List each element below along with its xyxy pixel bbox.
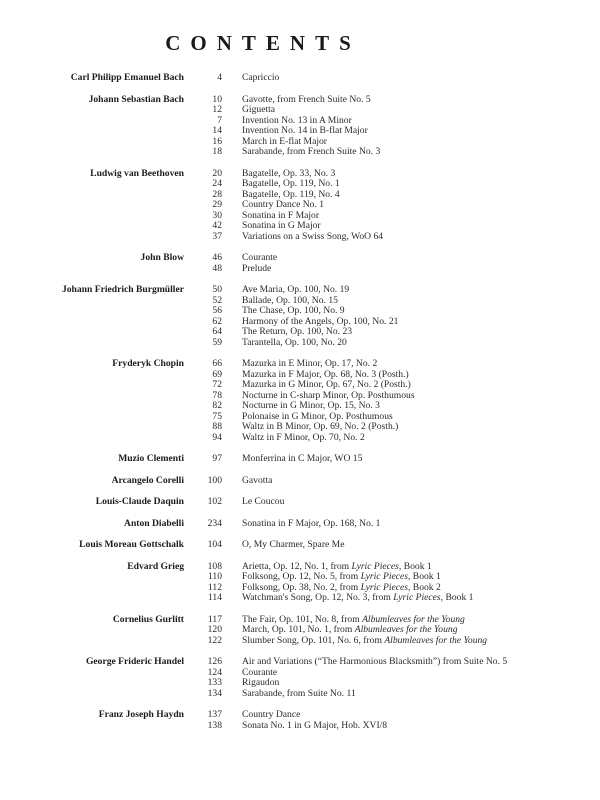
page-number: 124 [207,666,222,678]
piece-title-text: Bagatelle, Op. 119, No. 1 [242,178,340,189]
composer-name [0,401,184,412]
piece-title-text: Folksong, Op. 38, No. 2, from [242,581,361,593]
composer-name [0,147,184,158]
piece-title [222,593,473,604]
piece-title-text: Nocturne in C-sharp Minor, Op. Posthumous [242,389,415,401]
composer-group [0,476,600,487]
piece-title-text: Mazurka in G Minor, Op. 67, No. 2 (Posth.) [242,379,411,390]
piece-title-text: O, My Charmer, Spare Me [242,539,345,550]
composer-name [0,306,184,317]
page-number: 134 [207,687,222,699]
piece-title [222,689,356,700]
composer-name [0,211,184,222]
toc-entry[interactable] [0,476,600,487]
composer-name [0,221,184,232]
piece-title [222,338,347,349]
page-number: 97 [212,453,222,464]
composer-name: Anton Diabelli [124,517,184,529]
page-number: 16 [212,135,222,147]
piece-title-text: The Return, Op. 100, No. 23 [242,326,353,337]
composer-name [0,126,184,137]
page-number: 37 [212,230,222,242]
piece-title [222,232,383,243]
page-number: 18 [212,146,222,157]
toc-entry[interactable] [0,338,600,349]
composer-name [0,625,184,636]
composer-group [0,359,600,443]
collection-title: Albumleaves for the Young [384,634,488,646]
collection-title: Lyric Pieces [393,592,441,603]
piece-title-text: Courante [242,252,278,263]
collection-title: Albumleaves for the Young [354,624,458,635]
piece-title-suffix: , Book 1 [398,560,432,572]
composer-group [0,95,600,158]
piece-title-text: March in E-flat Major [242,135,327,147]
piece-title-text: Ave Maria, Op. 100, No. 19 [242,284,350,295]
toc-entry[interactable] [0,232,600,243]
composer-group [0,657,600,699]
composer-group [0,519,600,530]
piece-title-text: Slumber Song, Op. 101, No. 6, from [242,634,385,646]
piece-title [222,147,380,158]
composer-name [0,296,184,307]
piece-title [222,433,365,444]
page-number: 137 [207,709,222,720]
composer-name: Cornelius Gurlitt [112,613,184,625]
piece-title [222,497,284,508]
composer-name: Edvard Grieg [127,560,184,572]
toc-entry[interactable] [0,593,600,604]
toc-entry[interactable] [0,253,600,264]
page-number: 108 [207,560,222,572]
composer-name: Carl Philipp Emanuel Bach [70,72,184,83]
collection-title: Albumleaves for the Young [362,613,465,625]
composer-name: Arcangelo Corelli [111,474,184,486]
page-number: 10 [212,93,222,105]
composer-name: Johann Sebastian Bach [88,93,184,105]
page-number: 24 [212,178,222,189]
composer-name [0,689,184,700]
page-number: 20 [212,167,222,179]
page-number: 28 [212,188,222,200]
page-number: 50 [212,284,222,295]
toc-entry[interactable] [0,721,600,732]
composer-group [0,497,600,508]
piece-title-text: Waltz in B Minor, Op. 69, No. 2 (Posth.) [242,421,399,432]
piece-title-text: Le Coucou [242,496,285,507]
page-number: 69 [212,368,222,380]
piece-title-text: Ballade, Op. 100, No. 15 [242,294,338,306]
piece-title-text: Courante [242,666,278,678]
piece-title-text: Tarantella, Op. 100, No. 20 [242,336,347,348]
composer-name [0,116,184,127]
piece-title-text: Sonata No. 1 in G Major, Hob. XVI/8 [242,719,388,731]
page-number: 112 [207,581,222,593]
composer-group [0,169,600,243]
composer-name: John Blow [140,252,184,263]
piece-title-text: The Fair, Op. 101, No. 8, from [242,613,363,625]
collection-title: Lyric Pieces [360,571,408,582]
page-number: 126 [207,656,222,667]
page-number: 88 [212,421,222,432]
composer-name: Louis Moreau Gottschalk [79,539,184,550]
composer-name [0,678,184,689]
page-number: 29 [212,199,222,210]
composer-name: Johann Friedrich Burgmüller [61,284,184,295]
composer-group [0,253,600,274]
composer-group [0,562,600,604]
page-number: 138 [207,719,222,731]
composer-name [0,433,184,444]
toc-entry[interactable] [0,147,600,158]
page-number: 56 [212,305,222,316]
composer-name [0,264,184,275]
piece-title-text: Mazurka in F Major, Op. 68, No. 3 (Posth.) [242,368,409,380]
page-number: 62 [212,315,222,327]
piece-title-text: Watchman's Song, Op. 12, No. 3, from [242,592,394,603]
toc-entry[interactable] [0,636,600,647]
composer-name [0,327,184,338]
page-number: 64 [212,326,222,337]
piece-title-text: Bagatelle, Op. 119, No. 4 [242,188,340,200]
collection-title: Lyric Pieces [360,581,408,593]
page-number: 75 [212,410,222,422]
piece-title [222,540,344,551]
page-number: 52 [212,294,222,306]
composer-group [0,454,600,465]
collection-title: Lyric Pieces [351,560,399,572]
composer-name: Fryderyk Chopin [112,358,184,369]
toc-entry[interactable] [0,519,600,530]
composer-group [0,285,600,348]
page-number: 30 [212,209,222,221]
composer-name [0,338,184,349]
toc-entry[interactable] [0,657,600,668]
piece-title-text: Gavotta [242,474,273,486]
page-number: 120 [207,624,222,635]
composer-name [0,412,184,423]
piece-title-text: Invention No. 14 in B-flat Major [242,125,368,136]
page-number: 234 [207,517,222,529]
piece-title-text: Sonatina in F Major, Op. 168, No. 1 [242,517,381,529]
composer-name [0,668,184,679]
piece-title-text: Monferrina in C Major, WO 15 [242,453,363,464]
page-number: 7 [217,114,222,126]
piece-title-text: Mazurka in E Minor, Op. 17, No. 2 [242,358,378,369]
toc-entry[interactable] [0,73,600,84]
composer-name: Louis-Claude Daquin [95,496,184,507]
piece-title-text: Nocturne in G Minor, Op. 15, No. 3 [242,400,380,411]
piece-title-text: Sarabande, from Suite No. 11 [242,687,356,699]
composer-name: George Frideric Handel [85,656,184,667]
page-number: 82 [212,400,222,411]
piece-title-text: Sonatina in F Major [242,209,320,221]
composer-name: Franz Joseph Haydn [98,709,184,720]
piece-title [222,73,279,84]
piece-title-text: Rigaudon [242,677,280,688]
table-of-contents [0,73,600,742]
page-number: 104 [207,539,222,550]
composer-name [0,422,184,433]
composer-name [0,105,184,116]
piece-title-text: Country Dance [242,709,301,720]
piece-title [222,454,362,465]
composer-name [0,370,184,381]
piece-title-text: Folksong, Op. 12, No. 5, from [242,571,361,582]
composer-group [0,710,600,731]
page-number: 133 [207,677,222,688]
page-number: 12 [212,104,222,115]
piece-title-text: Invention No. 13 in A Minor [242,114,352,126]
composer-name [0,137,184,148]
toc-entry[interactable] [0,689,600,700]
composer-name [0,583,184,594]
toc-entry[interactable] [0,497,600,508]
piece-title-text: March, Op. 101, No. 1, from [242,624,355,635]
piece-title-text: Capriccio [242,72,280,83]
page-number: 42 [212,220,222,231]
page-number: 14 [212,125,222,136]
piece-title-text: Sarabande, from French Suite No. 3 [242,146,381,157]
page-title: CONTENTS [165,31,361,55]
piece-title [222,721,387,732]
composer-name: Ludwig van Beethoven [90,167,184,179]
piece-title-suffix: , Book 1 [408,571,441,582]
composer-name [0,721,184,732]
composer-name: Muzio Clementi [118,453,184,464]
piece-title-text: Air and Variations (“The Harmonious Blacksmith”) from Suite No. 5 [242,656,508,667]
piece-title-text: Prelude [242,262,272,274]
page-number: 100 [207,474,222,486]
page-number: 72 [212,379,222,390]
toc-entry[interactable] [0,95,600,106]
composer-name [0,380,184,391]
piece-title [222,264,271,275]
page-number: 46 [212,252,222,263]
piece-title-text: Waltz in F Minor, Op. 70, No. 2 [242,431,365,443]
toc-entry[interactable] [0,540,600,551]
page-number: 122 [207,634,222,646]
piece-title-text: Giguetta [242,104,276,115]
composer-group [0,615,600,647]
composer-name [0,391,184,402]
page-number: 78 [212,389,222,401]
toc-entry[interactable] [0,668,600,679]
composer-group [0,73,600,84]
composer-name [0,593,184,604]
piece-title [222,476,272,487]
page-number: 59 [212,336,222,348]
composer-name [0,232,184,243]
piece-title-text: Harmony of the Angels, Op. 100, No. 21 [242,315,399,327]
composer-name [0,572,184,583]
piece-title-text: Country Dance No. 1 [242,199,325,210]
toc-entry[interactable] [0,264,600,275]
composer-name [0,179,184,190]
toc-entry[interactable] [0,433,600,444]
piece-title-text: Variations on a Swiss Song, WoO 64 [242,230,384,242]
page-number: 102 [207,496,222,507]
composer-name [0,636,184,647]
piece-title-suffix: , Book 1 [440,592,474,603]
page-number: 94 [212,431,222,443]
composer-name [0,200,184,211]
piece-title-text: The Chase, Op. 100, No. 9 [242,305,345,316]
piece-title [222,519,380,530]
composer-group [0,540,600,551]
piece-title-text: Bagatelle, Op. 33, No. 3 [242,167,336,179]
piece-title-text: Arietta, Op. 12, No. 1, from [242,560,352,572]
composer-name [0,317,184,328]
piece-title-suffix: , Book 2 [408,581,441,593]
piece-title-text: Sonatina in G Major [242,220,321,231]
page-number: 48 [212,262,222,274]
page-number: 117 [207,613,222,625]
composer-name [0,190,184,201]
toc-entry[interactable] [0,454,600,465]
piece-title-text: Gavotte, from French Suite No. 5 [242,93,371,105]
piece-title-text: Polonaise in G Minor, Op. Posthumous [242,410,393,422]
piece-title [222,636,487,647]
page-number: 66 [212,358,222,369]
page-number: 110 [207,571,222,582]
page-number: 114 [207,592,222,603]
page-number: 4 [217,72,222,83]
